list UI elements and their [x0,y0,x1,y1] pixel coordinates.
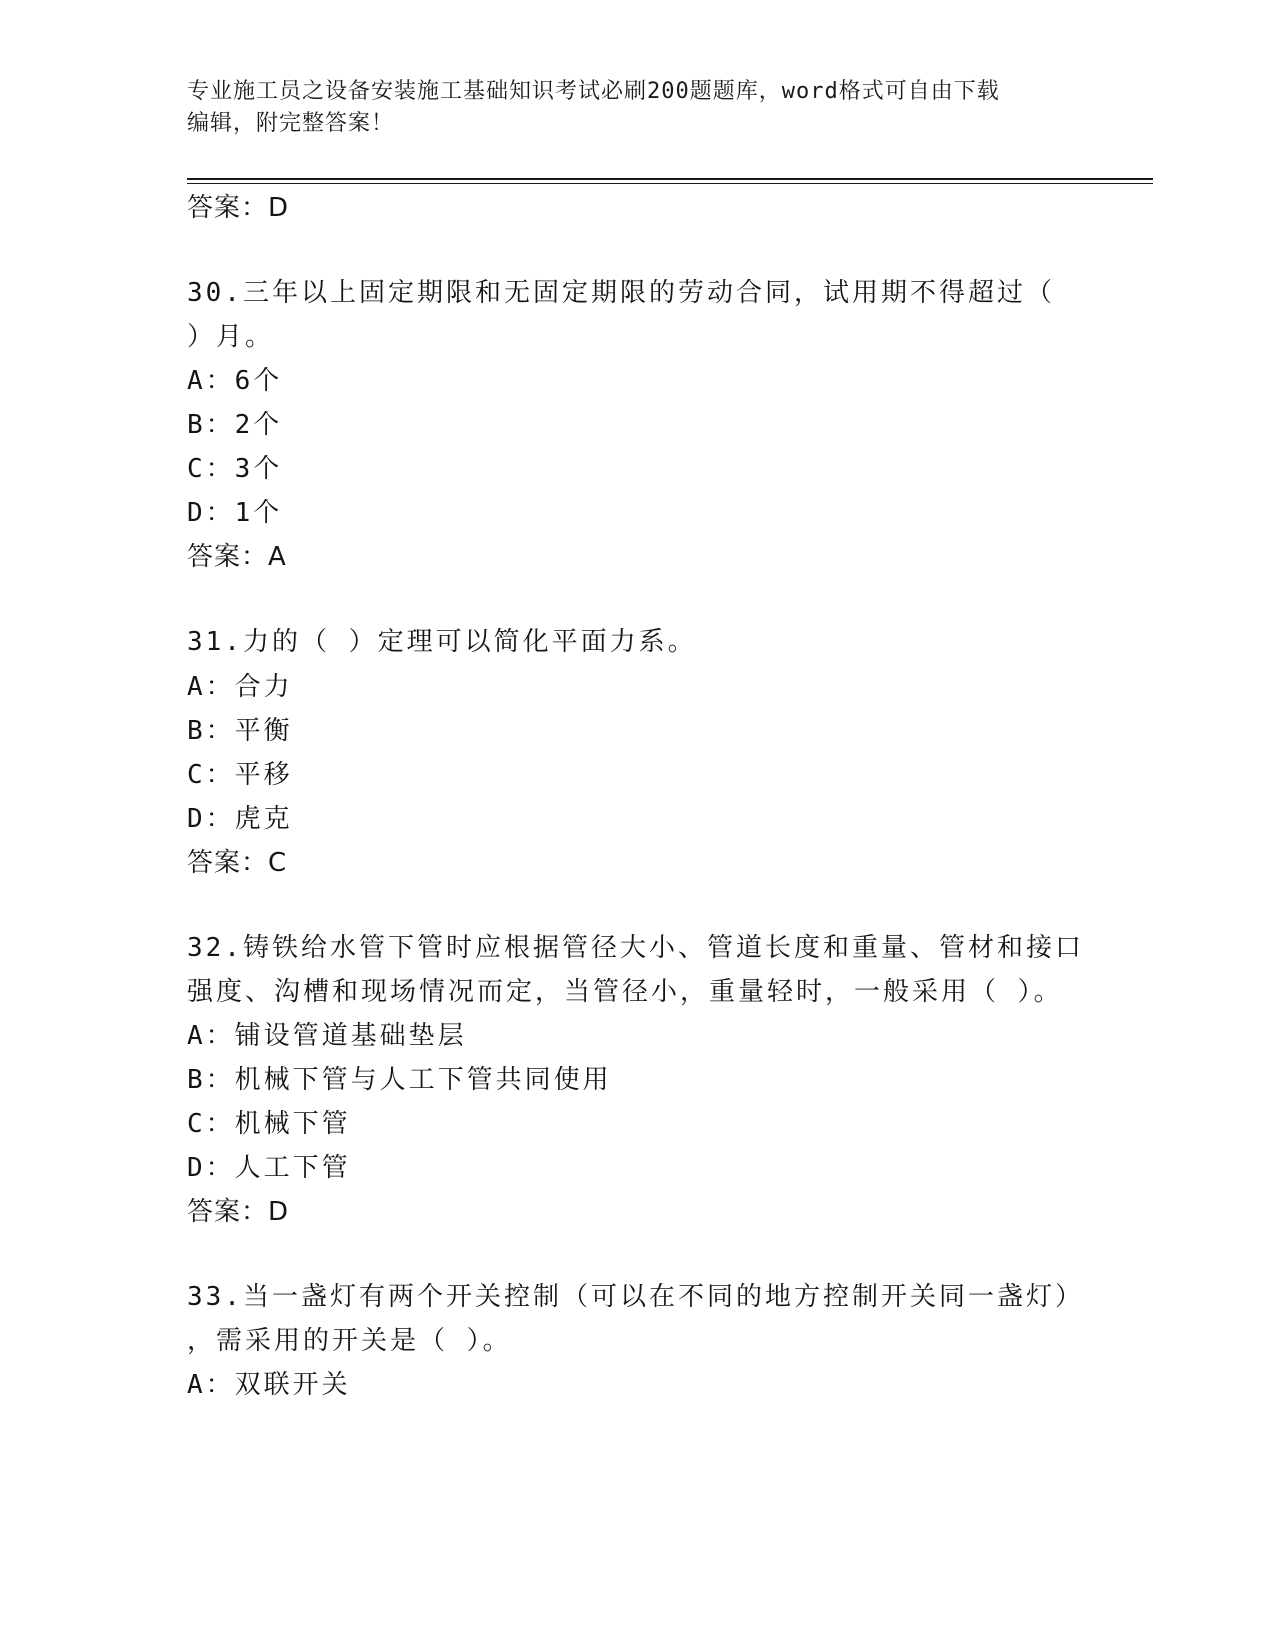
question-30-option-a: A：6个 [187,366,283,396]
question-32-option-b: B：机械下管与人工下管共同使用 [187,1065,612,1095]
question-31-option-d: D：虎克 [187,804,293,834]
header-title-line-1: 专业施工员之设备安装施工基础知识考试必刷200题题库，word格式可自由下载 [187,79,1000,104]
question-30-stem-line-2: ）月。 [187,322,275,352]
question-30-option-d: D：1个 [187,498,283,528]
question-31-stem-line-1: 31.力的（ ）定理可以简化平面力系。 [187,627,697,657]
header-rule-thick [187,178,1153,180]
answer-29: 答案：D [187,193,290,223]
question-33-stem-line-1: 33.当一盏灯有两个开关控制（可以在不同的地方控制开关同一盏灯） [187,1282,1084,1312]
question-31-option-c: C：平移 [187,760,293,790]
document-header [187,76,1087,140]
question-32-option-c: C：机械下管 [187,1109,351,1139]
question-30-option-b: B：2个 [187,410,283,440]
question-31-answer: 答案：C [187,848,288,878]
question-30-option-c: C：3个 [187,454,283,484]
question-30-answer: 答案：A [187,542,287,572]
question-33-option-a: A：双联开关 [187,1370,351,1400]
question-32-stem-line-1: 32.铸铁给水管下管时应根据管径大小、管道长度和重量、管材和接口 [187,933,1084,963]
question-33-stem-line-2: ，需采用的开关是（ ）。 [187,1326,512,1356]
question-31-option-a: A：合力 [187,672,293,702]
question-32-answer: 答案：D [187,1197,290,1227]
question-32-stem-line-2: 强度、沟槽和现场情况而定，当管径小，重量轻时，一般采用（ ）。 [187,977,1063,1007]
question-31-option-b: B：平衡 [187,716,293,746]
question-32-option-d: D：人工下管 [187,1153,351,1183]
header-rule-thin [187,183,1153,184]
question-30-stem-line-1: 30.三年以上固定期限和无固定期限的劳动合同，试用期不得超过（ [187,278,1055,308]
header-title-line-2: 编辑，附完整答案！ [187,111,395,136]
question-32-option-a: A：铺设管道基础垫层 [187,1021,467,1051]
